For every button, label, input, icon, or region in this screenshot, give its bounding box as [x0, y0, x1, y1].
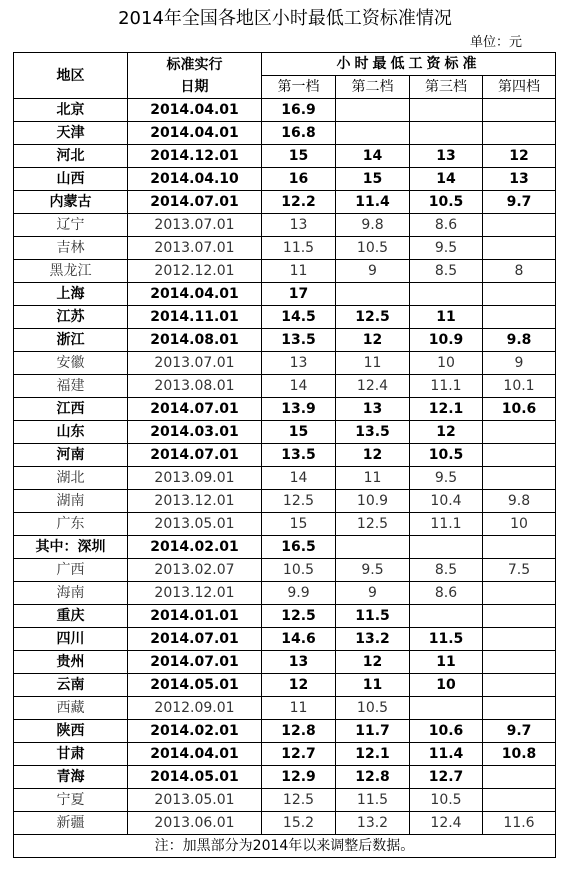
- date-cell: 2013.12.01: [128, 490, 262, 513]
- date-cell: 2013.07.01: [128, 214, 262, 237]
- tier-1-cell: 12: [262, 674, 336, 697]
- date-cell: 2014.08.01: [128, 329, 262, 352]
- tier-1-cell: 11: [262, 260, 336, 283]
- table-row: [14, 605, 556, 628]
- region-cell: 天津: [14, 122, 128, 145]
- tier-2-cell: 13.2: [336, 812, 410, 835]
- tier-3-cell: 10: [410, 674, 483, 697]
- table-row: [14, 421, 556, 444]
- tier-1-cell: 12.5: [262, 490, 336, 513]
- table-row: [14, 329, 556, 352]
- header-wage-group: 小时最低工资标准: [262, 53, 556, 76]
- tier-3-cell: 8.6: [410, 582, 483, 605]
- table-row: [14, 168, 556, 191]
- date-cell: 2014.07.01: [128, 628, 262, 651]
- tier-2-cell: 11: [336, 467, 410, 490]
- table-row: [14, 260, 556, 283]
- tier-2-cell: 12.4: [336, 375, 410, 398]
- date-cell: 2014.02.01: [128, 536, 262, 559]
- region-cell: 北京: [14, 99, 128, 122]
- date-cell: 2014.07.01: [128, 398, 262, 421]
- tier-3-cell: [410, 536, 483, 559]
- tier-2-cell: 12.1: [336, 743, 410, 766]
- tier-1-cell: 13: [262, 352, 336, 375]
- tier-3-cell: 10: [410, 352, 483, 375]
- tier-3-cell: 13: [410, 145, 483, 168]
- region-cell: 陕西: [14, 720, 128, 743]
- tier-3-cell: 12: [410, 421, 483, 444]
- tier-3-cell: 11.5: [410, 628, 483, 651]
- tier-4-cell: [483, 766, 556, 789]
- region-cell: 吉林: [14, 237, 128, 260]
- tier-2-cell: 12: [336, 329, 410, 352]
- tier-3-cell: [410, 697, 483, 720]
- tier-3-cell: 8.5: [410, 260, 483, 283]
- table-row: [14, 812, 556, 835]
- tier-2-cell: 12.5: [336, 306, 410, 329]
- table-row: [14, 720, 556, 743]
- tier-1-cell: 12.7: [262, 743, 336, 766]
- date-cell: 2014.12.01: [128, 145, 262, 168]
- tier-4-cell: [483, 651, 556, 674]
- tier-4-cell: [483, 467, 556, 490]
- tier-3-cell: 10.6: [410, 720, 483, 743]
- table-row: [14, 674, 556, 697]
- tier-1-cell: 14: [262, 375, 336, 398]
- tier-1-cell: 16.9: [262, 99, 336, 122]
- tier-2-cell: 11.5: [336, 789, 410, 812]
- tier-1-cell: 11.5: [262, 237, 336, 260]
- tier-3-cell: 11: [410, 306, 483, 329]
- tier-2-cell: 11.5: [336, 605, 410, 628]
- date-cell: 2014.01.01: [128, 605, 262, 628]
- tier-3-cell: [410, 283, 483, 306]
- date-cell: 2014.04.01: [128, 122, 262, 145]
- tier-2-cell: [336, 122, 410, 145]
- tier-4-cell: 7.5: [483, 559, 556, 582]
- tier-1-cell: 14.5: [262, 306, 336, 329]
- tier-1-cell: 15: [262, 421, 336, 444]
- table-row: [14, 306, 556, 329]
- tier-2-cell: 14: [336, 145, 410, 168]
- table-row: [14, 743, 556, 766]
- date-cell: 2012.12.01: [128, 260, 262, 283]
- region-cell: 广东: [14, 513, 128, 536]
- region-cell: 上海: [14, 283, 128, 306]
- header-region: 地区: [14, 53, 128, 99]
- region-cell: 湖南: [14, 490, 128, 513]
- region-cell: 西藏: [14, 697, 128, 720]
- tier-4-cell: 10.1: [483, 375, 556, 398]
- tier-2-cell: 11: [336, 352, 410, 375]
- date-cell: 2013.06.01: [128, 812, 262, 835]
- region-cell: 江西: [14, 398, 128, 421]
- region-cell: 贵州: [14, 651, 128, 674]
- table-row: [14, 697, 556, 720]
- region-cell: 黑龙江: [14, 260, 128, 283]
- tier-3-cell: [410, 99, 483, 122]
- region-cell: 广西: [14, 559, 128, 582]
- date-cell: 2014.04.01: [128, 743, 262, 766]
- tier-4-cell: [483, 306, 556, 329]
- table-row: [14, 467, 556, 490]
- table-row: [14, 99, 556, 122]
- date-cell: 2014.05.01: [128, 766, 262, 789]
- table-row: [14, 536, 556, 559]
- table-row: [14, 375, 556, 398]
- tier-1-cell: 12.2: [262, 191, 336, 214]
- tier-2-cell: 11.4: [336, 191, 410, 214]
- tier-3-cell: [410, 122, 483, 145]
- tier-4-cell: [483, 237, 556, 260]
- tier-4-cell: 10.6: [483, 398, 556, 421]
- tier-1-cell: 16.8: [262, 122, 336, 145]
- tier-1-cell: 15: [262, 513, 336, 536]
- table-row: [14, 559, 556, 582]
- date-cell: 2013.08.01: [128, 375, 262, 398]
- tier-4-cell: 9.8: [483, 329, 556, 352]
- tier-4-cell: [483, 421, 556, 444]
- date-cell: 2013.05.01: [128, 789, 262, 812]
- tier-3-cell: 10.5: [410, 789, 483, 812]
- date-cell: 2013.05.01: [128, 513, 262, 536]
- table-row: [14, 444, 556, 467]
- date-cell: 2014.07.01: [128, 444, 262, 467]
- unit-label: 单位：元: [469, 35, 522, 50]
- header-date: [128, 53, 262, 99]
- tier-3-cell: 12.1: [410, 398, 483, 421]
- table-row: [14, 513, 556, 536]
- region-cell: 甘肃: [14, 743, 128, 766]
- tier-2-cell: [336, 536, 410, 559]
- header-tier-1: 第一档: [262, 76, 336, 99]
- tier-3-cell: 11.4: [410, 743, 483, 766]
- region-cell: 云南: [14, 674, 128, 697]
- tier-4-cell: 9.8: [483, 490, 556, 513]
- table-row: [14, 766, 556, 789]
- header-tier-4: 第四档: [483, 76, 556, 99]
- tier-2-cell: 13: [336, 398, 410, 421]
- region-cell: 安徽: [14, 352, 128, 375]
- table-body: [14, 99, 556, 835]
- tier-4-cell: 13: [483, 168, 556, 191]
- tier-1-cell: 12.5: [262, 789, 336, 812]
- tier-1-cell: 16.5: [262, 536, 336, 559]
- tier-2-cell: [336, 99, 410, 122]
- tier-2-cell: 13.5: [336, 421, 410, 444]
- tier-1-cell: 15.2: [262, 812, 336, 835]
- date-cell: 2014.04.10: [128, 168, 262, 191]
- tier-2-cell: 9.8: [336, 214, 410, 237]
- tier-2-cell: 12: [336, 651, 410, 674]
- tier-4-cell: [483, 444, 556, 467]
- date-cell: 2014.03.01: [128, 421, 262, 444]
- tier-3-cell: 10.5: [410, 444, 483, 467]
- region-cell: 江苏: [14, 306, 128, 329]
- tier-3-cell: 8.6: [410, 214, 483, 237]
- tier-4-cell: 9: [483, 352, 556, 375]
- region-cell: 山东: [14, 421, 128, 444]
- table-row: [14, 490, 556, 513]
- date-cell: 2014.05.01: [128, 674, 262, 697]
- region-cell: 浙江: [14, 329, 128, 352]
- tier-2-cell: 12.5: [336, 513, 410, 536]
- tier-1-cell: 10.5: [262, 559, 336, 582]
- date-cell: 2012.09.01: [128, 697, 262, 720]
- region-cell: 四川: [14, 628, 128, 651]
- tier-4-cell: 8: [483, 260, 556, 283]
- tier-4-cell: 9.7: [483, 191, 556, 214]
- tier-4-cell: [483, 628, 556, 651]
- date-cell: 2014.11.01: [128, 306, 262, 329]
- table-row: [14, 214, 556, 237]
- tier-3-cell: 9.5: [410, 467, 483, 490]
- tier-4-cell: [483, 605, 556, 628]
- table-row: [14, 237, 556, 260]
- table-row: [14, 191, 556, 214]
- tier-2-cell: 11.7: [336, 720, 410, 743]
- tier-2-cell: 10.5: [336, 697, 410, 720]
- region-cell: 内蒙古: [14, 191, 128, 214]
- table-row: [14, 651, 556, 674]
- header-date-line1: 标准实行: [166, 56, 223, 73]
- table-row: [14, 145, 556, 168]
- tier-1-cell: 13.9: [262, 398, 336, 421]
- tier-3-cell: 9.5: [410, 237, 483, 260]
- region-cell: 河北: [14, 145, 128, 168]
- tier-2-cell: 10.9: [336, 490, 410, 513]
- tier-4-cell: [483, 674, 556, 697]
- tier-4-cell: [483, 582, 556, 605]
- date-cell: 2013.07.01: [128, 352, 262, 375]
- tier-4-cell: [483, 536, 556, 559]
- date-cell: 2014.02.01: [128, 720, 262, 743]
- table-row: [14, 283, 556, 306]
- tier-1-cell: 13: [262, 651, 336, 674]
- tier-4-cell: [483, 122, 556, 145]
- region-cell: 海南: [14, 582, 128, 605]
- tier-2-cell: 9.5: [336, 559, 410, 582]
- tier-3-cell: 11: [410, 651, 483, 674]
- region-cell: 宁夏: [14, 789, 128, 812]
- date-cell: 2013.12.01: [128, 582, 262, 605]
- tier-1-cell: 17: [262, 283, 336, 306]
- tier-3-cell: 10.9: [410, 329, 483, 352]
- tier-1-cell: 12.9: [262, 766, 336, 789]
- tier-4-cell: 9.7: [483, 720, 556, 743]
- header-tier-2: 第二档: [336, 76, 410, 99]
- tier-2-cell: 12: [336, 444, 410, 467]
- tier-3-cell: 8.5: [410, 559, 483, 582]
- tier-1-cell: 11: [262, 697, 336, 720]
- wage-table: [13, 52, 556, 858]
- tier-4-cell: 10.8: [483, 743, 556, 766]
- tier-4-cell: 10: [483, 513, 556, 536]
- footnote: 注：加黑部分为2014年以来调整后数据。: [14, 835, 556, 858]
- table-row: [14, 582, 556, 605]
- tier-1-cell: 15: [262, 145, 336, 168]
- tier-2-cell: 12.8: [336, 766, 410, 789]
- tier-4-cell: [483, 214, 556, 237]
- tier-3-cell: 10.5: [410, 191, 483, 214]
- table-row: [14, 122, 556, 145]
- tier-4-cell: [483, 99, 556, 122]
- tier-1-cell: 12.5: [262, 605, 336, 628]
- header-tier-3: 第三档: [410, 76, 483, 99]
- tier-2-cell: 9: [336, 582, 410, 605]
- date-cell: 2014.04.01: [128, 99, 262, 122]
- tier-1-cell: 13.5: [262, 444, 336, 467]
- table-row: [14, 789, 556, 812]
- tier-2-cell: 11: [336, 674, 410, 697]
- tier-2-cell: 13.2: [336, 628, 410, 651]
- region-cell: 辽宁: [14, 214, 128, 237]
- tier-2-cell: [336, 283, 410, 306]
- tier-1-cell: 14: [262, 467, 336, 490]
- region-cell: 青海: [14, 766, 128, 789]
- tier-3-cell: [410, 605, 483, 628]
- region-cell: 新疆: [14, 812, 128, 835]
- tier-4-cell: [483, 283, 556, 306]
- tier-1-cell: 13.5: [262, 329, 336, 352]
- region-cell: 福建: [14, 375, 128, 398]
- tier-1-cell: 12.8: [262, 720, 336, 743]
- tier-1-cell: 13: [262, 214, 336, 237]
- date-cell: 2014.07.01: [128, 191, 262, 214]
- date-cell: 2014.07.01: [128, 651, 262, 674]
- tier-4-cell: [483, 789, 556, 812]
- tier-3-cell: 12.4: [410, 812, 483, 835]
- region-cell: 湖北: [14, 467, 128, 490]
- tier-1-cell: 14.6: [262, 628, 336, 651]
- tier-3-cell: 11.1: [410, 375, 483, 398]
- tier-1-cell: 16: [262, 168, 336, 191]
- date-cell: 2013.02.07: [128, 559, 262, 582]
- tier-4-cell: 11.6: [483, 812, 556, 835]
- table-row: [14, 628, 556, 651]
- region-cell: 河南: [14, 444, 128, 467]
- table-row: [14, 352, 556, 375]
- region-cell: 重庆: [14, 605, 128, 628]
- table-row: [14, 398, 556, 421]
- tier-3-cell: 14: [410, 168, 483, 191]
- tier-1-cell: 9.9: [262, 582, 336, 605]
- tier-3-cell: 11.1: [410, 513, 483, 536]
- tier-2-cell: 15: [336, 168, 410, 191]
- date-cell: 2013.07.01: [128, 237, 262, 260]
- date-cell: 2013.09.01: [128, 467, 262, 490]
- tier-3-cell: 12.7: [410, 766, 483, 789]
- header-date-line2: 日期: [180, 78, 209, 95]
- tier-2-cell: 10.5: [336, 237, 410, 260]
- tier-4-cell: [483, 697, 556, 720]
- tier-4-cell: 12: [483, 145, 556, 168]
- tier-2-cell: 9: [336, 260, 410, 283]
- region-cell: 其中：深圳: [14, 536, 128, 559]
- tier-3-cell: 10.4: [410, 490, 483, 513]
- region-cell: 山西: [14, 168, 128, 191]
- page-title: 2014年全国各地区小时最低工资标准情况: [118, 8, 452, 29]
- date-cell: 2014.04.01: [128, 283, 262, 306]
